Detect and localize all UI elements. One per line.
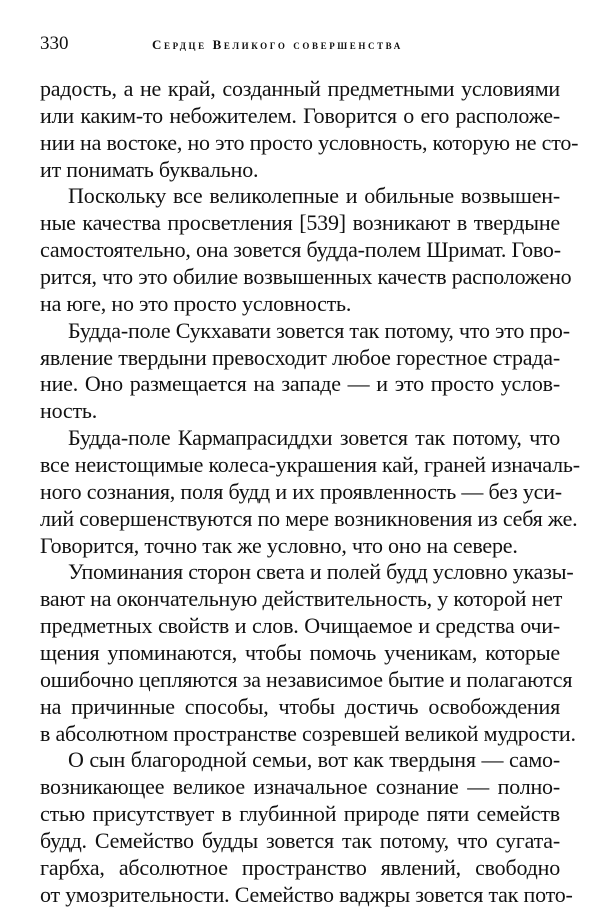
text-line: радость, а не край, созданный предметными условиями [40, 76, 560, 101]
text-line: от умозрительности. Семейство ваджры зовется так пото- [40, 881, 573, 907]
text-line: на юге, но это просто условность. [40, 290, 352, 316]
text-line: Говорится, точно так же условно, что оно на севере. [40, 532, 518, 558]
text-line: предметных свойств и слов. Очищаемое и средства очи- [40, 613, 560, 639]
text-line: Поскольку все великолепные и обильные возвышен- [68, 183, 560, 209]
text-line: ные качества просветления [539] возникают в твердыне [40, 210, 560, 236]
text-line: гарбха, абсолютное пространство явлений, свободно [40, 854, 560, 880]
text-line: на причинные способы, чтобы достичь освобождения [40, 693, 560, 719]
text-line: щения упоминаются, чтобы помочь ученикам, которые [40, 640, 560, 666]
text-line: самостоятельно, она зовется будда-полем Шримат. Гово- [40, 237, 561, 263]
text-line: О сын благородной семьи, вот как твердыня — само- [68, 747, 560, 773]
text-line: рится, что это обилие возвышенных качеств расположено [40, 264, 572, 290]
page-header [40, 33, 560, 59]
text-line: возникающее великое изначальное сознание — полно- [40, 774, 560, 800]
text-line: в абсолютном пространстве созревшей великой мудрости. [40, 720, 576, 746]
text-line: лий совершенствуются по мере возникновения из себя же. [40, 505, 578, 531]
text-line: ного сознания, поля будд и их проявленность — без уси- [40, 478, 562, 504]
page-body-text [40, 76, 580, 909]
text-line: стью присутствует в глубинной природе пяти семейств [40, 801, 560, 827]
text-line: ность. [40, 398, 98, 424]
text-line: будд. Семейство будды зовется так потому, что сугата- [40, 828, 560, 854]
text-line: вают на окончательную действительность, у которой нет [40, 586, 563, 612]
text-line: Упоминания сторон света и полей будд условно указы- [68, 559, 574, 585]
text-line: Будда-поле Сукхавати зовется так потому, что это про- [68, 317, 570, 343]
text-line: ние. Оно размещается на западе — и это просто услов- [40, 371, 560, 397]
page-number: 330 [40, 33, 69, 54]
text-line: явление твердыни превосходит любое горестное страда- [40, 344, 560, 370]
running-title: Сердце Великого совершенства [152, 37, 403, 52]
text-line: ошибочно цепляются за независимое бытие и полагаются [40, 666, 573, 692]
text-line: или каким-то небожителем. Говорится о его расположе- [40, 102, 560, 128]
text-line: нии на востоке, но это просто условность, которую не сто- [40, 129, 579, 155]
text-line: ит понимать буквально. [40, 156, 259, 182]
text-line: все неистощимые колеса-украшения кай, граней изначаль- [40, 452, 580, 478]
text-line: Будда-поле Кармапрасиддхи зовется так потому, что [68, 425, 560, 451]
